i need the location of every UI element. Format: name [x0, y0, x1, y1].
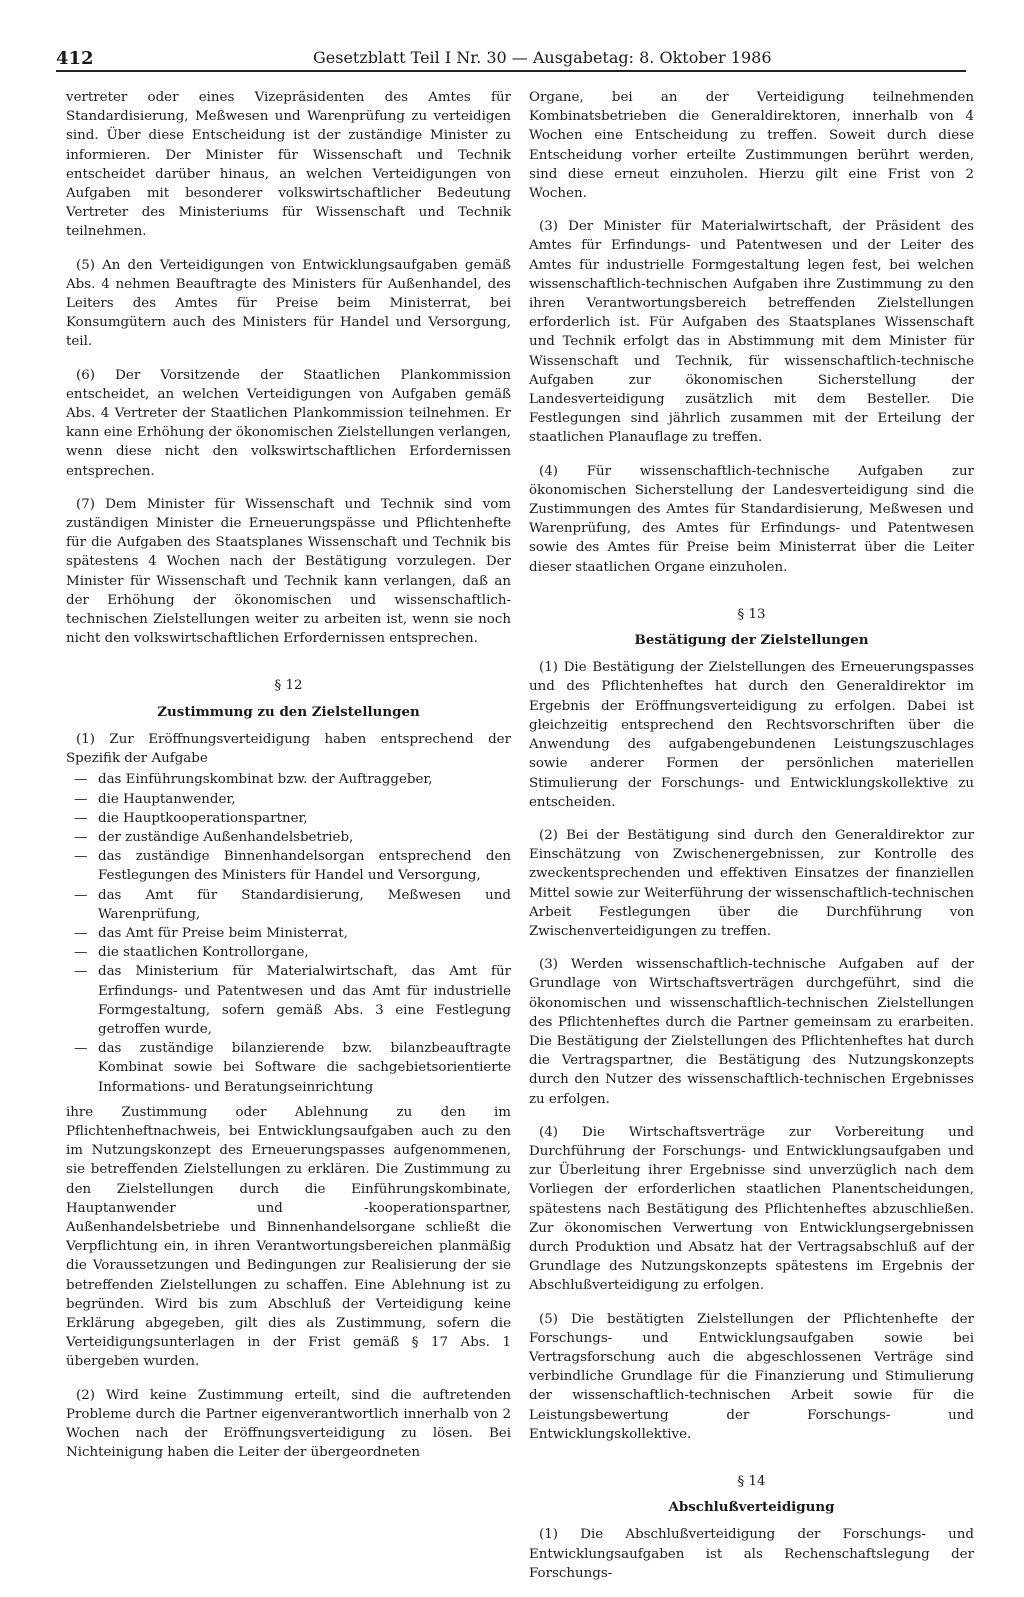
dash-marker: — — [74, 887, 88, 903]
page-header — [56, 48, 966, 76]
list-item — [66, 790, 511, 809]
paragraph: (3) Der Minister für Materialwirtschaft, der Präsident des Amtes für Erfindungs- und Patentwesen und der Leiter des Amtes für industrielle Formgestaltung legen fest, bei welchen wissenschaftlich-technischen Aufgaben ihre Zustimmung zu den ihren Verantwortungsbereich betreffenden Zielstellungen erforderlich ist. Für Aufgaben des Staatsplanes Wissenschaft und Technik erfolgt das in Abstimmung mit dem Minister für Wissenschaft und Technik, für wissenschaftlich-technische Aufgaben zur ökonomischen Sicherstellung der Landesverteidigung zusätzlich mit dem Besteller. Die Festlegungen sind jährlich zusammen mit der Erteilung der staatlichen Planauflage zu treffen. — [529, 219, 974, 446]
dash-list — [66, 770, 511, 1096]
list-item — [66, 828, 511, 847]
section-title: Abschlußverteidigung — [668, 1499, 835, 1516]
list-item — [66, 770, 511, 789]
list-item-text: das Ministerium für Materialwirtschaft, das Amt für Erfindungs- und Patentwesen und das Amt für industrielle Formgestaltung, sofern gemäß Abs. 3 eine Festlegung getroffen wurde, — [98, 964, 511, 1037]
section-title: Bestätigung der Zielstellungen — [634, 632, 869, 649]
dash-marker: — — [74, 829, 88, 845]
right-column — [529, 88, 974, 1597]
paragraph: (6) Der Vorsitzende der Staatlichen Plankommission entscheidet, an welchen Verteidigungen von Aufgaben gemäß Abs. 4 Vertreter der Staatlichen Plankommission teilnehmen. Er kann eine Erhöhung der ökonomischen Zielstellungen verlangen, wenn diese nicht den volkswirtschaftlichen Erfordernissen entsprechen. — [66, 367, 511, 479]
left-column — [66, 88, 511, 1476]
section-number: § 12 — [274, 678, 303, 694]
list-item-text: das Amt für Preise beim Ministerrat, — [98, 925, 348, 941]
paragraph: (2) Bei der Bestätigung sind durch den Generaldirektor zur Einschätzung von Zwischenergebnissen, zur Kontrolle des zweckentsprechenden und effektiven Einsatzes der finanziellen Mittel sowie zur Weiterführung der wissenschaftlich-technischen Arbeit Festlegungen über die Durchführung von Zwischenverteidigungen zu treffen. — [529, 827, 974, 939]
list-item-text: das zuständige bilanzierende bzw. bilanzbeauftragte Kombinat sowie bei Software die sachgebietsorientierte Informations- und Beratungseinrichtung — [98, 1041, 511, 1095]
section-number: § 13 — [737, 606, 766, 622]
header-rule — [56, 70, 966, 72]
dash-marker: — — [74, 945, 88, 961]
paragraph: (3) Werden wissenschaftlich-technische Aufgaben auf der Grundlage von Wirtschaftsverträgen durchgeführt, sind die ökonomischen und wissenschaftlich-technischen Zielstellungen des Pflichtenheftes durch die Partner gemeinsam zu erarbeiten. Die Bestätigung der Zielstellungen des Pflichtenheftes hat durch die Vertragspartner, die Bestätigung des Nutzungskonzepts durch den Nutzer des wissenschaftlich-technischen Ergebnisses zu erfolgen. — [529, 957, 974, 1107]
paragraph: (4) Die Wirtschaftsverträge zur Vorbereitung und Durchführung der Forschungs- und Entwicklungsaufgaben und zur Überleitung ihrer Ergebnisse sind unverzüglich nach dem Vorliegen der erforderlichen staatlichen Planentscheidungen, spätestens nach Bestätigung des Pflichtenheftes abzuschließen. Zur ökonomischen Verwertung von Entwicklungsergebnissen durch Produktion und Absatz hat der Vertragsabschluß auf der Grundlage des Nutzungskonzepts spätestens im Ergebnis der Abschlußverteidigung zu erfolgen. — [529, 1124, 974, 1294]
page-number: 412 — [56, 48, 94, 69]
paragraph: (5) An den Verteidigungen von Entwicklungsaufgaben gemäß Abs. 4 nehmen Beauftragte des Ministers für Außenhandel, des Leiters des Amtes für Preise beim Ministerrat, bei Konsumgütern auch des Ministers für Handel und Versorgung, teil. — [66, 257, 511, 350]
list-item-text: das Einführungskombinat bzw. der Auftraggeber, — [98, 772, 433, 788]
dash-marker: — — [74, 925, 88, 941]
paragraph: ihre Zustimmung oder Ablehnung zu den im Pflichtenheftnachweis, bei Entwicklungsaufgaben auch zu den im Nutzungskonzept des Erneuerungspasses aufgenommenen, sie betreffenden Zielstellungen zu erklären. Die Zustimmung zu den Zielstellungen durch die Einführungskombinate, Hauptanwender und -kooperationspartner, Außenhandelsbetriebe und Binnenhandelsorgane schließt die Verpflichtung ein, in ihren Verantwortungsbereichen planmäßig die Voraussetzungen und Bedingungen zur Realisierung der sie betreffenden Zielstellungen zu schaffen. Eine Ablehnung ist zu begründen. Wird bis zum Abschluß der Verteidigung keine Erklärung abgegeben, gilt dies als Zustimmung, sofern die Verteidigungsunterlagen in der Frist gemäß § 17 Abs. 1 übergeben wurden. — [66, 1104, 511, 1370]
dash-marker: — — [74, 964, 88, 980]
paragraph: (1) Zur Eröffnungsverteidigung haben entsprechend der Spezifik der Aufgabe — [66, 731, 511, 767]
dash-marker: — — [74, 772, 88, 788]
list-item-text: die Hauptanwender, — [98, 791, 236, 807]
list-item-text: die Hauptkooperationspartner, — [98, 810, 308, 826]
paragraph: (1) Die Bestätigung der Zielstellungen des Erneuerungspasses und des Pflichtenheftes hat durch den Generaldirektor im Ergebnis der Eröffnungsverteidigung zu erfolgen. Dabei ist gleichzeitig entsprechend den Rechtsvorschriften über die Anwendung des aufgabengebundenen Leistungszuschlages sowie anderer Formen der persönlichen materiellen Stimulierung der Forschungs- und Entwicklungskollektive zu entscheiden. — [529, 660, 974, 810]
paragraph: (4) Für wissenschaftlich-technische Aufgaben zur ökonomischen Sicherstellung der Landesverteidigung sind die Zustimmungen des Amtes für Standardisierung, Meßwesen und Warenprüfung, des Amtes für Erfindungs- und Patentwesen sowie des Amtes für Preise beim Ministerrat über die Leiter dieser staatlichen Organe einzuholen. — [529, 463, 974, 575]
list-item — [66, 943, 511, 962]
dash-marker: — — [74, 810, 88, 826]
list-item — [66, 847, 511, 885]
running-title: Gesetzblatt Teil I Nr. 30 — Ausgabetag: 8. Oktober 1986 — [313, 48, 772, 67]
paragraph: (2) Wird keine Zustimmung erteilt, sind die auftretenden Probleme durch die Partner eigenverantwortlich innerhalb von 2 Wochen nach der Eröffnungsverteidigung zu lösen. Bei Nichteinigung haben die Leiter der übergeordneten — [66, 1387, 511, 1461]
list-item-text: der zuständige Außenhandelsbetrieb, — [98, 829, 354, 845]
list-item — [66, 886, 511, 924]
dash-marker: — — [74, 791, 88, 807]
paragraph: (7) Dem Minister für Wissenschaft und Technik sind vom zuständigen Minister die Erneuerungspässe und Pflichtenhefte für die Aufgaben des Staatsplanes Wissenschaft und Technik bis spätestens 4 Wochen nach der Bestätigung vorzulegen. Der Minister für Wissenschaft und Technik kann verlangen, daß an der Erhöhung der ökonomischen und wissenschaftlich-technischen Zielstellungen weiter zu arbeiten ist, wenn sie noch nicht den volkswirtschaftlichen Erfordernissen entsprechen. — [66, 496, 511, 647]
section-number: § 14 — [737, 1474, 766, 1489]
list-item-text: das zuständige Binnenhandelsorgan entsprechend den Festlegungen des Ministers für Handel und Versorgung, — [98, 849, 511, 884]
list-item — [66, 962, 511, 1039]
list-item — [66, 809, 511, 828]
dash-marker: — — [74, 1041, 88, 1057]
dash-marker: — — [74, 849, 88, 865]
list-item-text: die staatlichen Kontrollorgane, — [98, 945, 309, 961]
section-title: Zustimmung zu den Zielstellungen — [157, 703, 420, 720]
paragraph: (5) Die bestätigten Zielstellungen der Pflichtenhefte der Forschungs- und Entwicklungsaufgaben sowie bei Vertragsforschung auch die abgeschlossenen Verträge sind verbindliche Grundlage für die Finanzierung und Stimulierung der wissenschaftlich-technischen Arbeit sowie für die Leistungsbewertung der Forschungs- und Entwicklungskollektive. — [529, 1311, 974, 1442]
paragraph: (1) Die Abschlußverteidigung der Forschungs- und Entwicklungsaufgaben ist als Rechenschaftslegung der Forschungs- — [529, 1527, 974, 1581]
list-item — [66, 924, 511, 943]
list-item — [66, 1039, 511, 1097]
paragraph: vertreter oder eines Vizepräsidenten des Amtes für Standardisierung, Meßwesen und Warenprüfung zu verteidigen sind. Über diese Entscheidung ist der zuständige Minister zu informieren. Der Minister für Wissenschaft und Technik entscheidet darüber hinaus, an welchen Verteidigungen von Aufgaben mit besonderer volkswirtschaftlicher Bedeutung Vertreter des Ministeriums für Wissenschaft und Technik teilnehmen. — [66, 90, 511, 240]
list-item-text: das Amt für Standardisierung, Meßwesen und Warenprüfung, — [98, 887, 511, 922]
paragraph: Organe, bei an der Verteidigung teilnehmenden Kombinatsbetrieben die Generaldirektoren, innerhalb von 4 Wochen eine Entscheidung zu treffen. Soweit durch diese Entscheidung vorher erteilte Zustimmungen berührt werden, sind diese erneut einzuholen. Hierzu gilt eine Frist von 2 Wochen. — [529, 90, 974, 202]
